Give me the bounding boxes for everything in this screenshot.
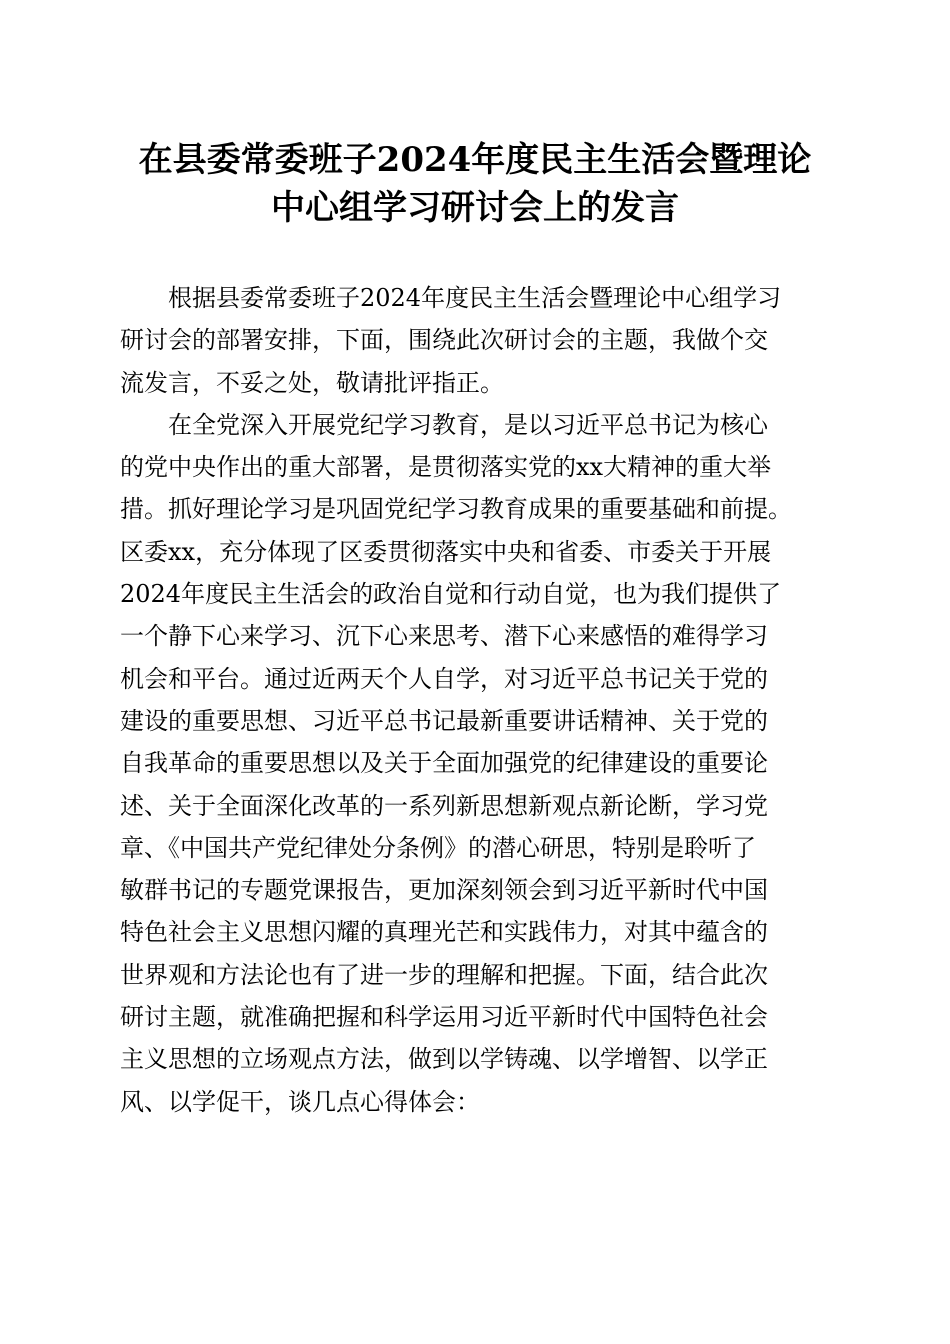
document-title xyxy=(110,136,840,232)
paragraph-2-line: 2024年度民主生活会的政治自觉和行动自觉，也为我们提供了 xyxy=(120,580,782,609)
title-line-1: 在县委常委班子2024年度民主生活会暨理论 xyxy=(138,140,812,180)
paragraph-1-line: 根据县委常委班子2024年度民主生活会暨理论中心组学习 xyxy=(168,284,782,312)
paragraph-2-line: 区委xx，充分体现了区委贯彻落实中央和省委、市委关于开展 xyxy=(120,537,772,566)
paragraph-2-line: 敏群书记的专题党课报告，更加深刻领会到习近平新时代中国 xyxy=(120,876,768,905)
paragraph-1-line: 研讨会的部署安排，下面，围绕此次研讨会的主题，我做个交 xyxy=(120,326,768,355)
paragraph-2-line: 在全党深入开展党纪学习教育，是以习近平总书记为核心 xyxy=(168,410,768,439)
paragraph-2-line: 章、《中国共产党纪律处分条例》的潜心研思，特别是聆听了 xyxy=(120,833,756,862)
paragraph-2-line: 自我革命的重要思想以及关于全面加强党的纪律建设的重要论 xyxy=(120,749,768,778)
paragraph-2-line: 特色社会主义思想闪耀的真理光芒和实践伟力，对其中蕴含的 xyxy=(120,918,768,947)
paragraph-2-line: 世界观和方法论也有了进一步的理解和把握。下面，结合此次 xyxy=(120,960,768,989)
paragraph-1-line: 流发言，不妥之处，敬请批评指正。 xyxy=(120,368,504,397)
paragraph-2-line: 机会和平台。通过近两天个人自学，对习近平总书记关于党的 xyxy=(120,664,768,693)
paragraph-2-line: 研讨主题，就准确把握和科学运用习近平新时代中国特色社会 xyxy=(120,1003,768,1032)
document-body xyxy=(120,277,832,1123)
paragraph-2-line: 述、关于全面深化改革的一系列新思想新观点新论断，学习党 xyxy=(120,791,768,820)
paragraph-2-line: 建设的重要思想、习近平总书记最新重要讲话精神、关于党的 xyxy=(120,706,768,735)
paragraph-2-line: 一个静下心来学习、沉下心来思考、潜下心来感悟的难得学习 xyxy=(120,622,768,651)
paragraph-2-line: 的党中央作出的重大部署，是贯彻落实党的xx大精神的重大举 xyxy=(120,453,772,482)
title-line-2: 中心组学习研讨会上的发言 xyxy=(271,188,679,228)
paragraph-2-line: 风、以学促干，谈几点心得体会： xyxy=(120,1087,480,1116)
paragraph-2-line: 措。抓好理论学习是巩固党纪学习教育成果的重要基础和前提。 xyxy=(120,495,792,524)
paragraph-2-line: 主义思想的立场观点方法，做到以学铸魂、以学增智、以学正 xyxy=(120,1045,768,1074)
